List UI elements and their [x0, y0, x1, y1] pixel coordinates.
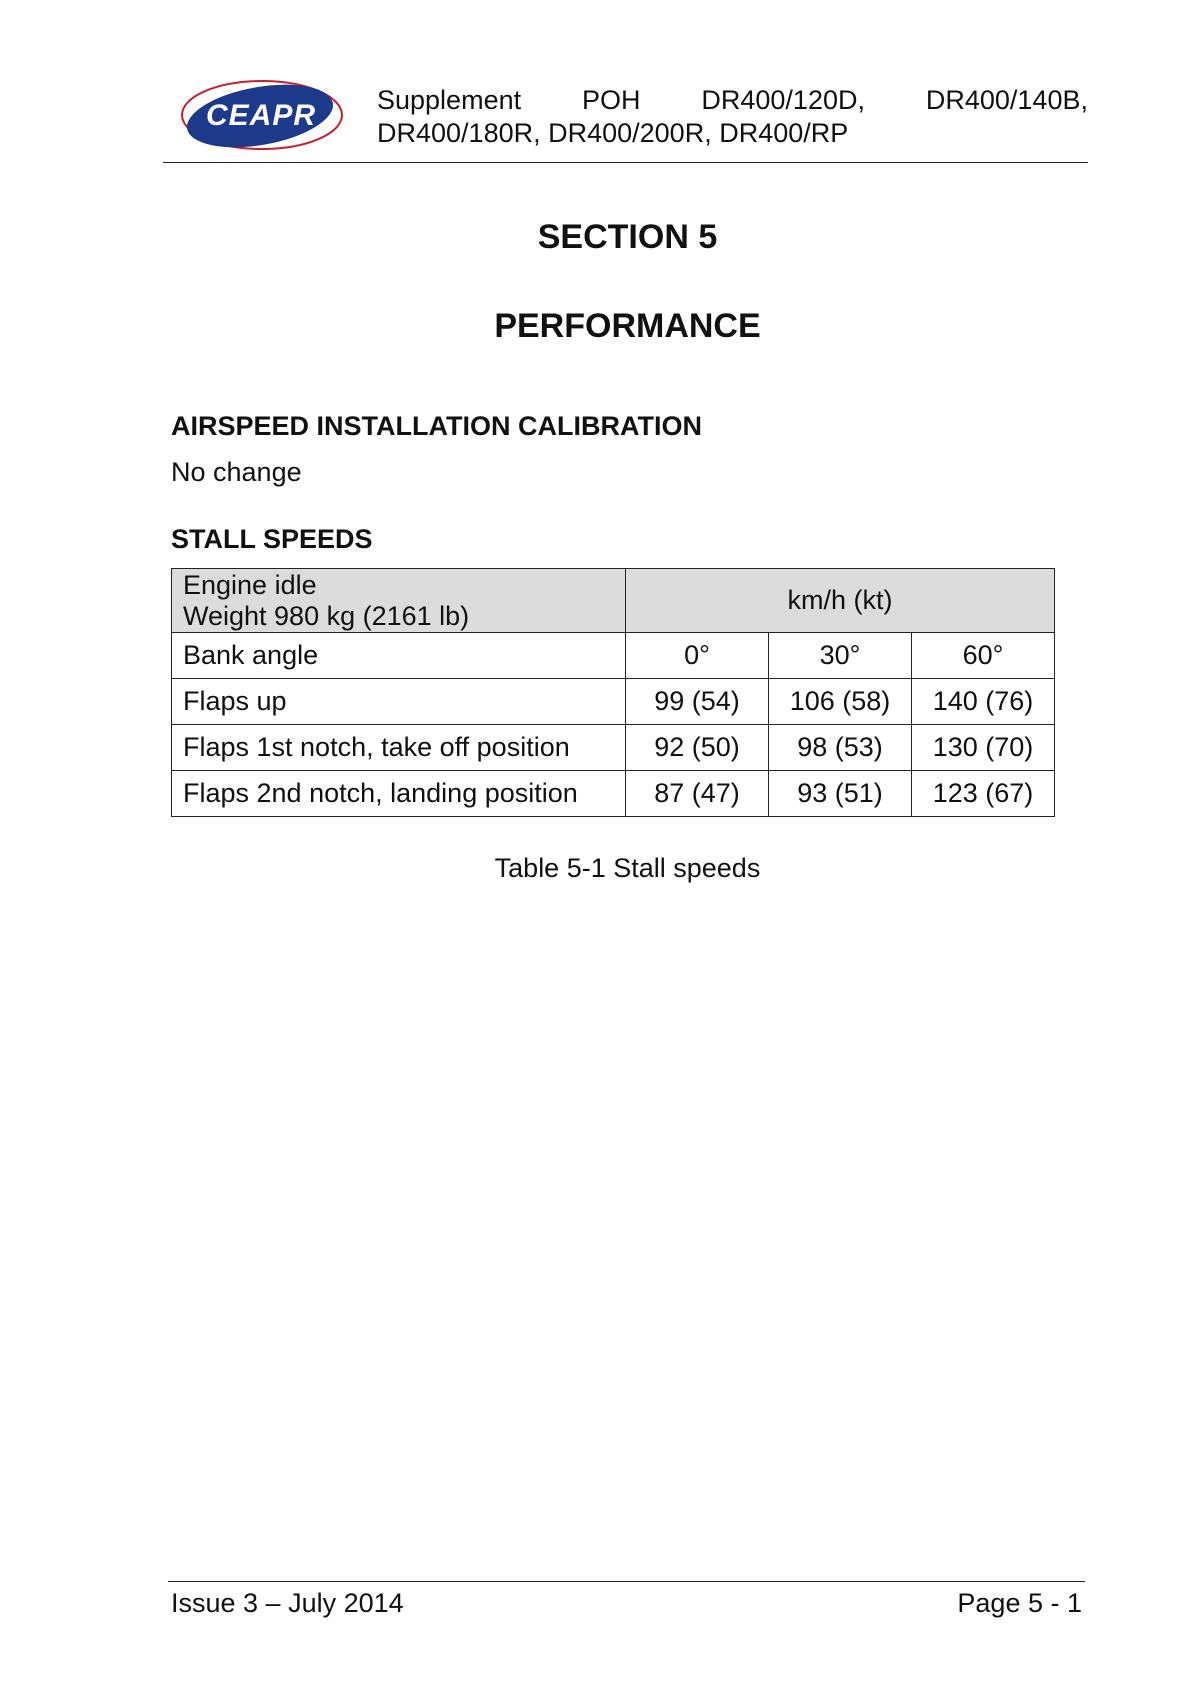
unit-header: km/h (kt): [626, 569, 1055, 633]
airspeed-heading: AIRSPEED INSTALLATION CALIBRATION: [171, 411, 702, 441]
table-row: [172, 679, 1055, 725]
speed-cell: 98 (53): [769, 725, 912, 771]
section-title: PERFORMANCE: [494, 307, 761, 345]
stall-speeds-table: [171, 568, 1055, 817]
bank-angle-cell: 60°: [912, 633, 1055, 679]
row-label: Flaps 1st notch, take off position: [172, 725, 626, 771]
stall-speeds-heading: STALL SPEEDS: [171, 524, 373, 554]
table-row: [172, 633, 1055, 679]
issue-date: Issue 3 – July 2014: [171, 1588, 404, 1618]
header-word: POH: [581, 85, 641, 115]
page-header: [163, 76, 1088, 162]
speed-cell: 99 (54): [626, 679, 769, 725]
logo-text: CEAPR: [205, 99, 317, 132]
ceapr-logo: [179, 78, 345, 152]
header-divider: [163, 162, 1088, 163]
bank-angle-label: Bank angle: [172, 633, 626, 679]
header-title: [377, 84, 1088, 150]
header-word: DR400/120D,: [701, 85, 865, 115]
table-row: [172, 725, 1055, 771]
table-header-row: [172, 569, 1055, 633]
section-number: SECTION 5: [537, 218, 718, 256]
speed-cell: 140 (76): [912, 679, 1055, 725]
speed-cell: 106 (58): [769, 679, 912, 725]
table-caption: Table 5-1 Stall speeds: [494, 853, 761, 883]
table-row: [172, 771, 1055, 817]
table-header-conditions: [172, 569, 626, 633]
speed-cell: 87 (47): [626, 771, 769, 817]
speed-cell: 123 (67): [912, 771, 1055, 817]
page-number: Page 5 - 1: [957, 1588, 1082, 1618]
header-line-2: DR400/180R, DR400/200R, DR400/RP: [377, 118, 849, 148]
bank-angle-cell: 30°: [769, 633, 912, 679]
row-label: Flaps up: [172, 679, 626, 725]
footer-divider: [168, 1581, 1085, 1582]
header-word: DR400/140B,: [925, 85, 1088, 115]
bank-angle-cell: 0°: [626, 633, 769, 679]
airspeed-text: No change: [171, 457, 302, 487]
speed-cell: 92 (50): [626, 725, 769, 771]
header-line-1: [377, 84, 1088, 117]
weight-label: Weight 980 kg (2161 lb): [183, 600, 470, 631]
speed-cell: 93 (51): [769, 771, 912, 817]
engine-idle-label: Engine idle: [183, 569, 317, 600]
row-label: Flaps 2nd notch, landing position: [172, 771, 626, 817]
speed-cell: 130 (70): [912, 725, 1055, 771]
header-word: Supplement: [377, 85, 522, 115]
